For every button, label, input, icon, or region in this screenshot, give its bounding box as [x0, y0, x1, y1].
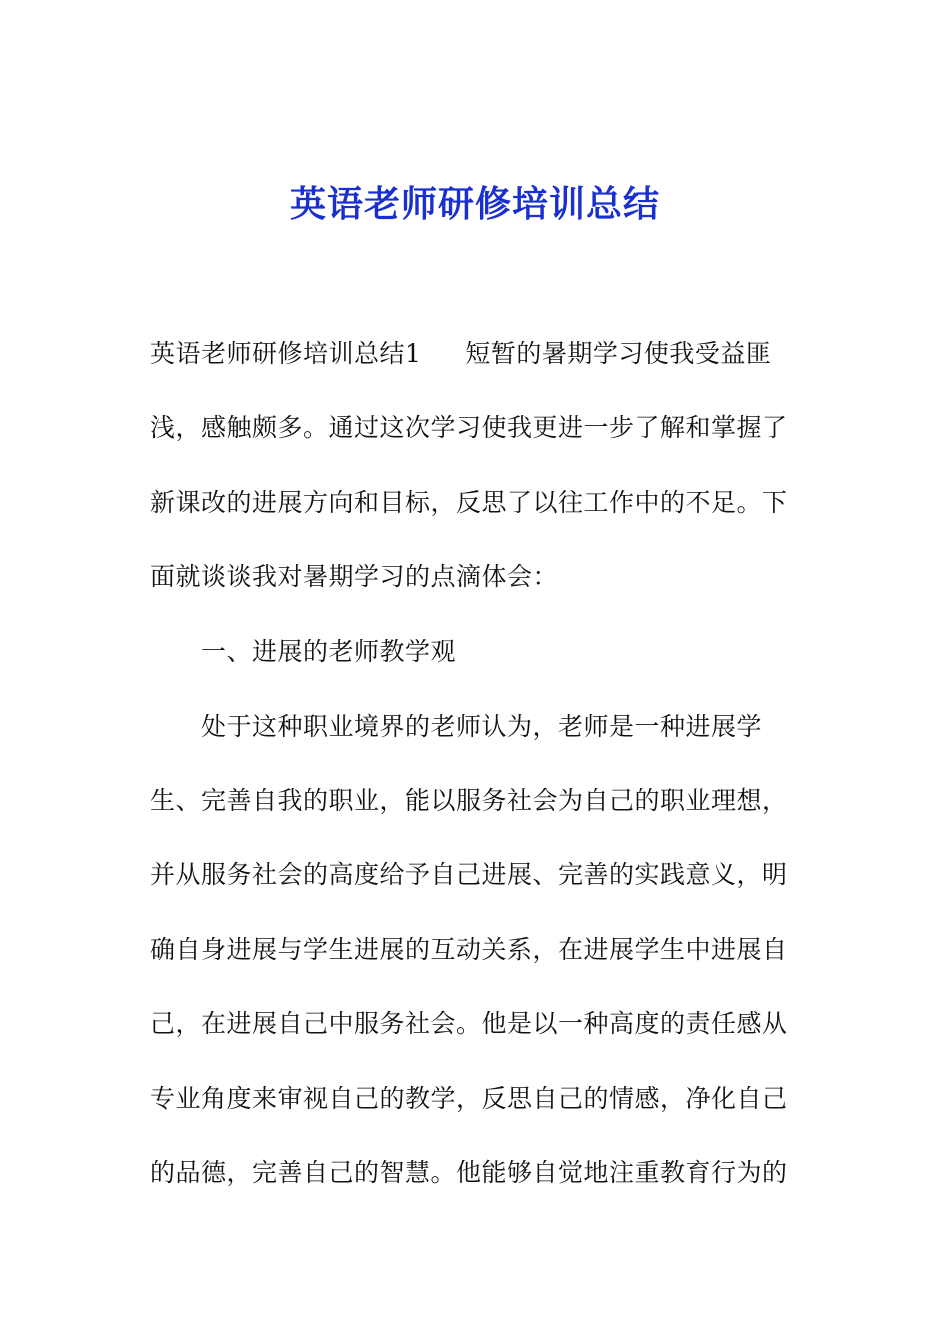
section-heading-inline: 英语老师研修培训总结1: [150, 339, 422, 368]
document-title: 英语老师研修培训总结: [289, 183, 660, 225]
paragraph-line: 专业角度来审视自己的教学，反思自己的情感，净化自己: [150, 1084, 788, 1113]
paragraph-line: [150, 336, 800, 372]
paragraph-line: 面就谈谈我对暑期学习的点滴体会：: [150, 562, 559, 591]
paragraph-line: 浅，感触颇多。通过这次学习使我更进一步了解和掌握了: [150, 413, 788, 442]
paragraph-line: 新课改的进展方向和目标，反思了以往工作中的不足。下: [150, 488, 788, 517]
paragraph-line: 确自身进展与学生进展的互动关系，在进展学生中进展自: [150, 935, 788, 964]
paragraph-line: 己，在进展自己中服务社会。他是以一种高度的责任感从: [150, 1009, 788, 1038]
paragraph-line: 处于这种职业境界的老师认为，老师是一种进展学: [201, 712, 763, 741]
paragraph-text: 短暂的暑期学习使我受益匪: [465, 339, 772, 368]
paragraph-line: 生、完善自我的职业，能以服务社会为自己的职业理想，: [150, 786, 788, 815]
paragraph-line: 并从服务社会的高度给予自己进展、完善的实践意义，明: [150, 860, 788, 889]
section-heading: 一、进展的老师教学观: [201, 637, 457, 666]
paragraph-line: 的品德，完善自己的智慧。他能够自觉地注重教育行为的: [150, 1158, 788, 1187]
